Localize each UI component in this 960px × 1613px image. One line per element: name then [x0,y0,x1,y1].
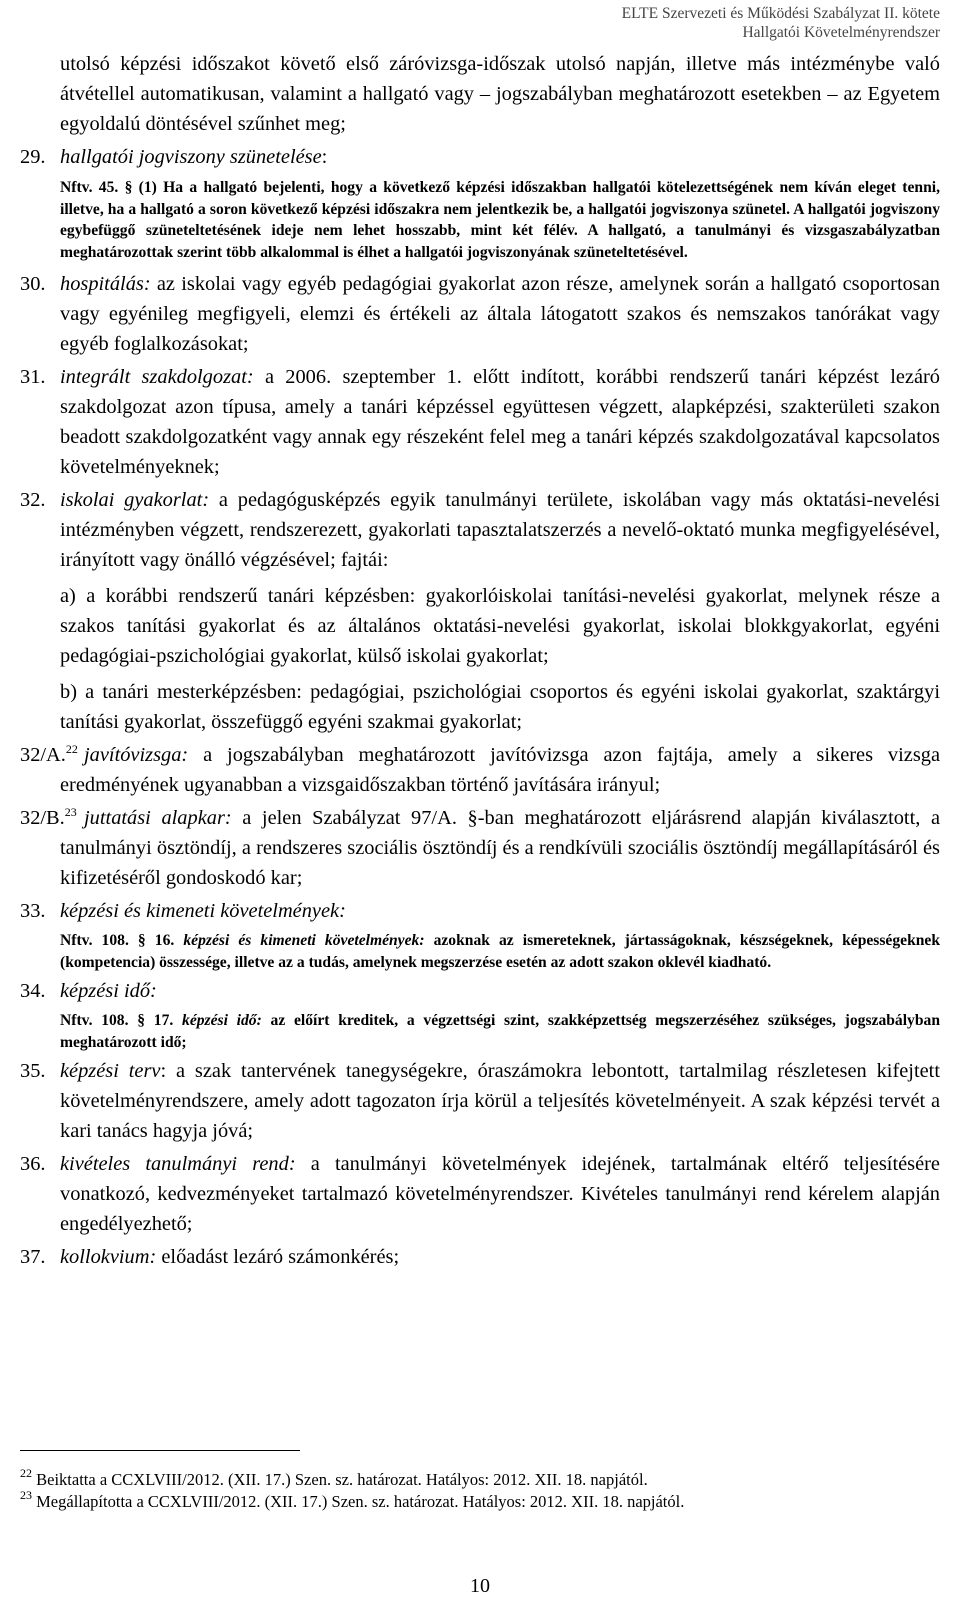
definition-36 [20,1149,940,1239]
statute-term: képzési idő: [182,1012,262,1029]
definition-term: hospitálás: [60,273,151,295]
header-line-1: ELTE Szervezeti és Működési Szabályzat II. kötete [621,5,940,22]
footnote-23 [20,1488,685,1512]
statute-quote [60,177,940,263]
definition-term: javítóvizsga: [84,744,189,766]
item-number: 31. [20,366,46,388]
term-colon: : [321,146,328,168]
definition-37 [20,1242,940,1272]
definition-31 [20,362,940,482]
intro-paragraph: utolsó képzési időszakot követő első záróvizsga-időszak utolsó napján, illetve más intézménybe való átvétellel automatikusan, valamint a hallgató vagy – jogszabályban meghatározott esetekben – az Egyetem egyoldalú döntésével szűnhet meg; [60,53,940,135]
statute-quote [60,1010,940,1053]
statute-text: az előírt kreditek, a végzettségi szint, szakképzettség megszerzéséhez szükséges, jogszabályban meghatározott idő; [60,1012,940,1051]
definition-35 [20,1056,940,1146]
footnote-text: Beiktatta a CCXLVIII/2012. (XII. 17.) Szen. sz. határozat. Hatályos: 2012. XII. 18. napjától. [32,1470,648,1489]
page-number: 10 [470,1575,490,1597]
item-number-text: 32/B. [20,807,65,829]
item-number [20,803,77,833]
item-number: 37. [20,1246,46,1268]
footnote-22 [20,1466,648,1490]
document-body [20,49,940,1272]
statute-text: azoknak az ismereteknek, jártasságoknak, készségeknek, képességeknek (kompetencia) összessége, illetve az a tudás, amelynek megszerzése esetén az adott szakon oklevél kiadható. [60,932,941,971]
footnote-number: 23 [20,1488,32,1502]
definition-text: előadást lezáró számonkérés; [156,1246,400,1268]
item-number: 29. [20,146,46,168]
footnote-ref[interactable]: 23 [64,805,77,819]
definition-term: iskolai gyakorlat: [60,489,210,511]
footnote-text: Megállapította a CCXLVIII/2012. (XII. 17.) Szen. sz. határozat. Hatályos: 2012. XII. 18. napjától. [32,1492,685,1511]
definition-term: képzési idő: [60,980,157,1002]
definition-text: : a szak tantervének tanegységekre, óraszámokra lebontott, tartalmilag részletesen kifejtett követelményrendszere, amely adott tagozaton írja körül a teljesítés követelményeit. A szak képzési tervét a kari tanács hagyja jóvá; [60,1060,941,1142]
item-number [20,740,78,770]
item-number: 30. [20,273,46,295]
statute-text: Ha a hallgató bejelenti, hogy a következő képzési időszakban hallgatói kötelezettségének nem kíván eleget tenni, illetve, ha a hallgató a soron következő képzési időszakra nem jelentkezik be, a hallgatói jogviszonya szünetel. A hallgatói jogviszony egybefüggő szüneteltetésének ideje nem lehet hosszabb, mint két félév. A hallgató, a tanulmányi és vizsgaszabályzatban meghatározottak szerint több alkalommal is élhet a hallgatói jogviszonyának szüneteltetésével. [60,179,940,261]
definition-term: kivételes tanulmányi rend: [60,1153,296,1175]
subitem-a: a) a korábbi rendszerű tanári képzésben: gyakorlóiskolai tanítási-nevelési gyakorlat, melynek része a szakos tanítási gyakorlat és az általános oktatási-nevelési gyakorlat, iskolai blokkgyakorlat, egyéni pedagógiai-pszichológiai gyakorlat, külső iskolai gyakorlat; [60,585,940,667]
definition-term: juttatási alapkar: [84,807,232,829]
statute-term: képzési és kimeneti követelmények: [183,932,425,949]
item-number: 33. [20,900,46,922]
definition-term: képzési terv [60,1060,161,1082]
item-number-text: 32/A. [20,744,66,766]
definition-term: integrált szakdolgozat: [60,366,254,388]
definition-text: a jelen Szabályzat 97/A. §-ban meghatározott eljárásrend alapján kiválasztott, a tanulmányi ösztöndíj, a rendszeres szociális ösztöndíj és a rendkívüli szociális ösztöndíj megállapításáról és kifizetéséről gondoskodó kar; [60,807,941,889]
definition-term: hallgatói jogviszony szünetelése [60,146,322,168]
subitem-b: b) a tanári mesterképzésben: pedagógiai, pszichológiai csoportos és egyéni iskolai gyakorlat, szaktárgyi tanítási gyakorlat, összefüggő egyéni szakmai gyakorlat; [60,681,940,733]
definition-33 [20,896,940,973]
footnote-number: 22 [20,1466,32,1480]
definition-term: kollokvium: [60,1246,157,1268]
footnote-ref[interactable]: 22 [65,742,78,756]
definition-34 [20,976,940,1053]
definition-text: a jogszabályban meghatározott javítóvizsga azon fajtája, amely a sikeres vizsga eredményének ugyanabban a vizsgaidőszakban történő javítására irányul; [60,744,940,796]
definition-text: a tanulmányi követelmények idejének, tartalmának eltérő teljesítésére vonatkozó, kedvezményeket tartalmazó követelményrendszer. Kivételes tanulmányi rend kérelem alapján engedélyezhető; [60,1153,940,1235]
statute-reference: Nftv. 108. § 17. [60,1012,174,1029]
statute-reference: Nftv. 108. § 16. [60,932,175,949]
definition-29 [20,142,940,263]
footnote-separator [20,1450,300,1451]
definition-text: az iskolai vagy egyéb pedagógiai gyakorlat azon része, amelynek során a hallgató csoportosan vagy egyénileg megfigyeli, elemzi és értékeli az általa látogatott szakos és nemszakos tanórákat vagy egyéb foglalkozásokat; [60,273,940,355]
definition-32b [20,803,940,893]
definition-term: képzési és kimeneti követelmények: [60,900,346,922]
statute-reference: Nftv. 45. § (1) [60,179,157,196]
definition-30 [20,269,940,359]
item-number: 32. [20,489,46,511]
definition-text: a 2006. szeptember 1. előtt indított, korábbi rendszerű tanári képzést lezáró szakdolgozat azon típusa, amely a tanári képzéssel együttesen végzett, alapképzési, szakterületi szakon beadott szakdolgozatként vagy annak egy részeként felel meg a tanári képzés szakdolgozatával kapcsolatos követelményeknek; [60,366,940,478]
definition-text: a pedagógusképzés egyik tanulmányi területe, iskolában vagy más oktatási-nevelési intézményben végzett, rendszerezett, gyakorlati tapasztalatszerzés a nevelő-oktató munka megfigyelésével, irányított vagy önálló végzésével; fajtái: [60,489,940,571]
item-number: 36. [20,1153,46,1175]
definition-32a [20,740,940,800]
statute-quote [60,930,940,973]
header-line-2: Hallgatói Követelményrendszer [742,24,940,41]
definition-32 [20,485,940,737]
item-number: 35. [20,1060,46,1082]
item-number: 34. [20,980,46,1002]
running-header [622,4,940,42]
